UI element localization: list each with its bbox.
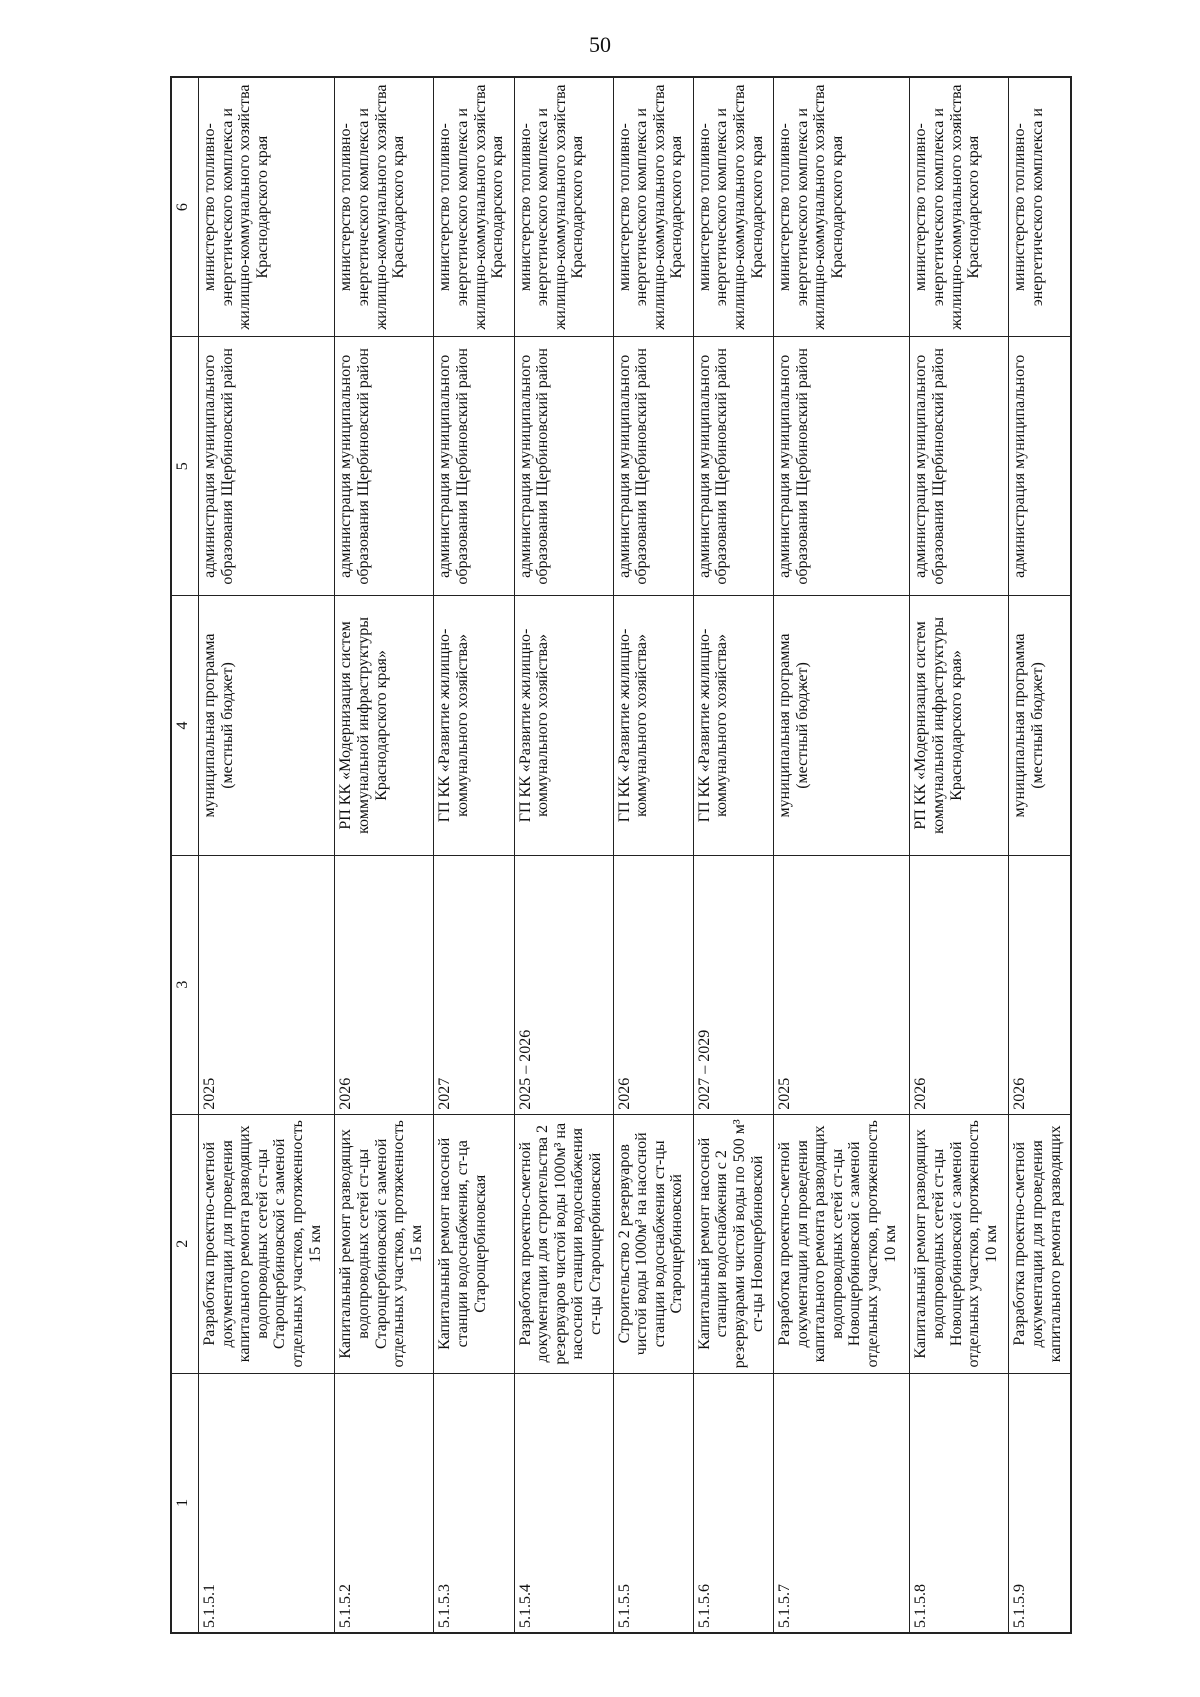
column-header: 6 (172, 78, 199, 337)
coexecutor-cell: министерство топливно-энергетического комплекса и жилищно-коммунального хозяйства Краснодарского края (514, 78, 613, 337)
year-cell: 2026 (613, 855, 693, 1114)
funding-source-cell: ГП КК «Развитие жилищно-коммунального хозяйства» (434, 596, 514, 855)
coexecutor-cell: министерство топливно-энергетического комплекса и (1009, 78, 1071, 337)
table-row (434, 78, 514, 1633)
executor-cell: администрация муниципального (1009, 337, 1071, 596)
year-cell: 2025 – 2026 (514, 855, 613, 1114)
table-row (335, 78, 434, 1633)
measures-table (171, 77, 1071, 1633)
funding-source-cell: ГП КК «Развитие жилищно-коммунального хозяйства» (613, 596, 693, 855)
funding-source-cell: ГП КК «Развитие жилищно-коммунального хозяйства» (693, 596, 773, 855)
executor-cell: администрация муниципального образования Щербиновский район (199, 337, 335, 596)
row-number-cell: 5.1.5.8 (910, 1373, 1009, 1632)
measure-name-cell: Строительство 2 резервуаров чистой воды 1000м³ на насосной станции водоснабжения ст-цы Старощербиновской (613, 1114, 693, 1373)
coexecutor-cell: министерство топливно-энергетического комплекса и жилищно-коммунального хозяйства Краснодарского края (335, 78, 434, 337)
table-row (514, 78, 613, 1633)
executor-cell: администрация муниципального образования Щербиновский район (774, 337, 910, 596)
year-cell: 2025 (774, 855, 910, 1114)
table-row (199, 78, 335, 1633)
table-header-row (172, 78, 199, 1633)
funding-source-cell: муниципальная программа (местный бюджет) (199, 596, 335, 855)
row-number-cell: 5.1.5.5 (613, 1373, 693, 1632)
measure-name-cell: Капитальный ремонт насосной станции водоснабжения, ст-ца Старощербиновская (434, 1114, 514, 1373)
coexecutor-cell: министерство топливно-энергетического комплекса и жилищно-коммунального хозяйства Краснодарского края (434, 78, 514, 337)
executor-cell: администрация муниципального образования Щербиновский район (910, 337, 1009, 596)
coexecutor-cell: министерство топливно-энергетического комплекса и жилищно-коммунального хозяйства Краснодарского края (199, 78, 335, 337)
coexecutor-cell: министерство топливно-энергетического комплекса и жилищно-коммунального хозяйства Краснодарского края (613, 78, 693, 337)
column-header: 5 (172, 337, 199, 596)
column-header: 3 (172, 855, 199, 1114)
measure-name-cell: Разработка проектно-сметной документации для строительства 2 резервуаров чистой воды 1000м³ на насосной станции водоснабжения ст-цы Старощербиновской (514, 1114, 613, 1373)
coexecutor-cell: министерство топливно-энергетического комплекса и жилищно-коммунального хозяйства Краснодарского края (910, 78, 1009, 337)
funding-source-cell: ГП КК «Развитие жилищно-коммунального хозяйства» (514, 596, 613, 855)
measure-name-cell: Разработка проектно-сметной документации для проведения капитального ремонта разводящих водопроводных сетей ст-цы Старощербиновской с заменой отдельных участков, протяженность 15 км (199, 1114, 335, 1373)
row-number-cell: 5.1.5.3 (434, 1373, 514, 1632)
funding-source-cell: РП КК «Модернизация систем коммунальной инфраструктуры Краснодарского края» (910, 596, 1009, 855)
measure-name-cell: Разработка проектно-сметной документации для проведения капитального ремонта разводящих водопроводных сетей ст-цы Новощербиновской с заменой отдельных участков, протяженность 10 км (774, 1114, 910, 1373)
column-header: 2 (172, 1114, 199, 1373)
measure-name-cell: Разработка проектно-сметной документации для проведения капитального ремонта разводящих (1009, 1114, 1071, 1373)
measure-name-cell: Капитальный ремонт разводящих водопроводных сетей ст-цы Новощербиновской с заменой отдельных участков, протяженность 10 км (910, 1114, 1009, 1373)
column-header: 4 (172, 596, 199, 855)
coexecutor-cell: министерство топливно-энергетического комплекса и жилищно-коммунального хозяйства Краснодарского края (774, 78, 910, 337)
year-cell: 2027 (434, 855, 514, 1114)
funding-source-cell: муниципальная программа (местный бюджет) (1009, 596, 1071, 855)
year-cell: 2026 (1009, 855, 1071, 1114)
page-number: 50 (589, 32, 611, 57)
rotated-table-frame (170, 76, 1072, 1634)
year-cell: 2027 – 2029 (693, 855, 773, 1114)
rotated-table-container (171, 77, 1071, 1633)
executor-cell: администрация муниципального образования Щербиновский район (434, 337, 514, 596)
year-cell: 2025 (199, 855, 335, 1114)
executor-cell: администрация муниципального образования Щербиновский район (335, 337, 434, 596)
row-number-cell: 5.1.5.1 (199, 1373, 335, 1632)
table-row (910, 78, 1009, 1633)
funding-source-cell: РП КК «Модернизация систем коммунальной инфраструктуры Краснодарского края» (335, 596, 434, 855)
executor-cell: администрация муниципального образования Щербиновский район (613, 337, 693, 596)
measure-name-cell: Капитальный ремонт разводящих водопроводных сетей ст-цы Старощербиновской с заменой отдельных участков, протяженность 15 км (335, 1114, 434, 1373)
row-number-cell: 5.1.5.4 (514, 1373, 613, 1632)
executor-cell: администрация муниципального образования Щербиновский район (693, 337, 773, 596)
column-header: 1 (172, 1373, 199, 1632)
year-cell: 2026 (335, 855, 434, 1114)
table-row (693, 78, 773, 1633)
row-number-cell: 5.1.5.7 (774, 1373, 910, 1632)
table-row (1009, 78, 1071, 1633)
executor-cell: администрация муниципального образования Щербиновский район (514, 337, 613, 596)
coexecutor-cell: министерство топливно-энергетического комплекса и жилищно-коммунального хозяйства Краснодарского края (693, 78, 773, 337)
measure-name-cell: Капитальный ремонт насосной станции водоснабжения с 2 резервуарами чистой воды по 500 м³ ст-цы Новощербиновской (693, 1114, 773, 1373)
row-number-cell: 5.1.5.6 (693, 1373, 773, 1632)
funding-source-cell: муниципальная программа (местный бюджет) (774, 596, 910, 855)
table-row (613, 78, 693, 1633)
year-cell: 2026 (910, 855, 1009, 1114)
row-number-cell: 5.1.5.2 (335, 1373, 434, 1632)
row-number-cell: 5.1.5.9 (1009, 1373, 1071, 1632)
table-row (774, 78, 910, 1633)
